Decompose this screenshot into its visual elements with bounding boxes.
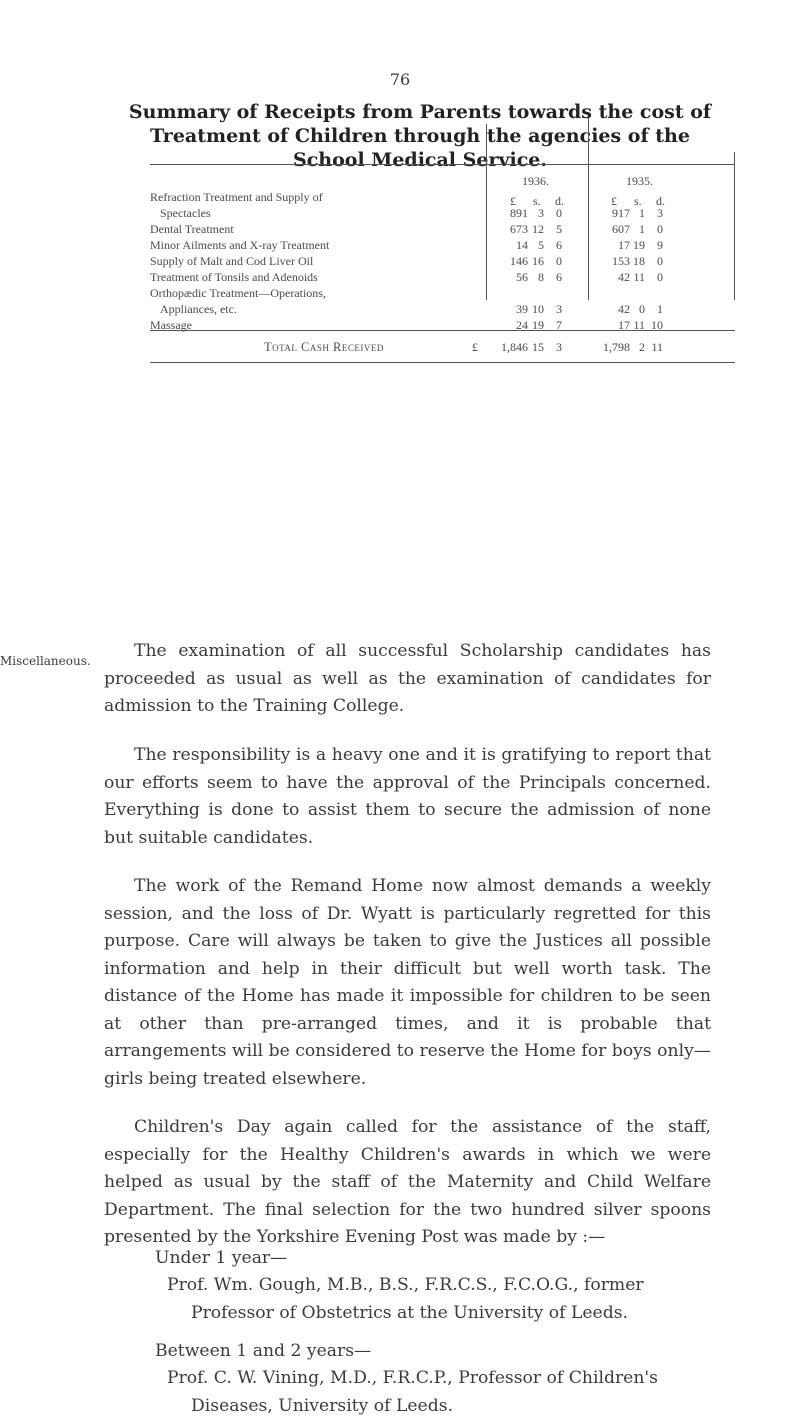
cell-1935: 11	[627, 318, 645, 333]
total-1936: 15	[526, 340, 544, 355]
row-label-orthopaedic: Orthopædic Treatment—Operations,	[150, 286, 326, 301]
table-divider-3	[734, 152, 735, 300]
year-header-1935: 1935.	[626, 174, 653, 189]
award-category-2: Between 1 and 2 years—	[155, 1338, 371, 1366]
cell-1936: 3	[546, 302, 562, 317]
cell-1935: 153	[590, 254, 630, 269]
row-label-minor: Minor Ailments and X-ray Treatment	[150, 238, 329, 253]
cell-1936: 0	[546, 254, 562, 269]
cell-1936: 16	[526, 254, 544, 269]
award-category-1: Under 1 year—	[155, 1245, 287, 1273]
cell-1936: 673	[488, 222, 528, 237]
cell-1935: 0	[627, 302, 645, 317]
cell-1935: 917	[590, 206, 630, 221]
page-number: 76	[0, 70, 800, 89]
cell-1935: 0	[647, 254, 663, 269]
margin-note: Miscellaneous.	[0, 654, 91, 668]
cell-1935: 1	[627, 222, 645, 237]
row-label-refraction-cont: Spectacles	[160, 206, 211, 221]
total-currency: £	[472, 340, 478, 355]
cell-1936: 14	[488, 238, 528, 253]
award-judge-2	[167, 1365, 727, 1420]
row-label-tonsils: Treatment of Tonsils and Adenoids	[150, 270, 318, 285]
cell-1936: 146	[488, 254, 528, 269]
unit-pounds-1936: £	[510, 194, 516, 209]
cell-1935: 3	[647, 206, 663, 221]
total-1935: 11	[647, 340, 663, 355]
cell-1936: 39	[488, 302, 528, 317]
award-judge-2-line-2: Diseases, University of Leeds.	[167, 1393, 727, 1420]
table-rule-top	[150, 164, 735, 165]
cell-1936: 7	[546, 318, 562, 333]
cell-1935: 1	[627, 206, 645, 221]
cell-1936: 10	[526, 302, 544, 317]
unit-pence-1936: d.	[555, 194, 564, 209]
unit-shillings-1935: s.	[634, 194, 642, 209]
cell-1935: 0	[647, 270, 663, 285]
cell-1935: 9	[647, 238, 663, 253]
paragraph-1: The examination of all successful Scholarship candidates has proceeded as usual as well as the examination of candidates for admission to the Training College.	[104, 638, 711, 721]
cell-1936: 8	[526, 270, 544, 285]
paragraph-4: Children's Day again called for the assistance of the staff, especially for the Healthy Children's awards in which we were helped as usual by the staff of the Maternity and Child Welfare Department. The final selection for the two hundred silver spoons presented by the Yorkshire Evening Post was made by :—	[104, 1114, 711, 1252]
cell-1936: 891	[488, 206, 528, 221]
row-label-orthopaedic-cont: Appliances, etc.	[160, 302, 237, 317]
unit-pence-1935: d.	[656, 194, 665, 209]
cell-1935: 17	[590, 238, 630, 253]
cell-1936: 5	[546, 222, 562, 237]
total-1935: 2	[627, 340, 645, 355]
row-label-massage: Massage	[150, 318, 192, 333]
cell-1935: 1	[647, 302, 663, 317]
cell-1935: 42	[590, 270, 630, 285]
table-rule-bottom	[150, 362, 735, 363]
cell-1935: 18	[627, 254, 645, 269]
cell-1936: 6	[546, 270, 562, 285]
award-judge-1	[167, 1272, 727, 1327]
paragraph-3: The work of the Remand Home now almost demands a weekly session, and the loss of Dr. Wyatt is particularly regretted for this purpose. Care will always be taken to give the Justices all possible information and help in their difficult but well worth task. The distance of the Home has made it impossible for children to be seen at other than pre-arranged times, and it is probable that arrangements will be considered to reserve the Home for boys only—girls being treated elsewhere.	[104, 873, 711, 1093]
cell-1936: 12	[526, 222, 544, 237]
row-label-refraction: Refraction Treatment and Supply of	[150, 190, 323, 205]
cell-1935: 10	[647, 318, 663, 333]
award-judge-1-line-1: Prof. Wm. Gough, M.B., B.S., F.R.C.S., F.C.O.G., former	[167, 1275, 644, 1295]
cell-1936: 5	[526, 238, 544, 253]
title-line-1: Summary of Receipts from Parents towards the cost of	[90, 100, 750, 124]
total-label: Total Cash Received	[264, 340, 384, 355]
cell-1935: 42	[590, 302, 630, 317]
award-judge-2-line-1: Prof. C. W. Vining, M.D., F.R.C.P., Professor of Children's	[167, 1368, 658, 1388]
cell-1936: 0	[546, 206, 562, 221]
paragraph-2: The responsibility is a heavy one and it is gratifying to report that our efforts seem to have the approval of the Principals concerned. Everything is done to assist them to secure the admission of none but suitable candidates.	[104, 742, 711, 852]
unit-pounds-1935: £	[611, 194, 617, 209]
cell-1936: 6	[546, 238, 562, 253]
cell-1936: 19	[526, 318, 544, 333]
cell-1935: 607	[590, 222, 630, 237]
year-header-1936: 1936.	[522, 174, 549, 189]
title-line-3: School Medical Service.	[90, 148, 750, 172]
cell-1935: 17	[590, 318, 630, 333]
cell-1936: 24	[488, 318, 528, 333]
total-1935: 1,798	[590, 340, 630, 355]
receipts-table	[150, 124, 735, 346]
total-1936: 3	[546, 340, 562, 355]
title-line-2: Treatment of Children through the agencies of the	[90, 124, 750, 148]
total-1936: 1,846	[488, 340, 528, 355]
cell-1935: 0	[647, 222, 663, 237]
cell-1936: 56	[488, 270, 528, 285]
cell-1935: 19	[627, 238, 645, 253]
row-label-dental: Dental Treatment	[150, 222, 234, 237]
table-divider-1	[486, 124, 487, 300]
award-judge-1-line-2: Professor of Obstetrics at the University of Leeds.	[167, 1300, 727, 1328]
unit-shillings-1936: s.	[533, 194, 541, 209]
row-label-malt: Supply of Malt and Cod Liver Oil	[150, 254, 313, 269]
table-divider-2	[588, 118, 589, 300]
cell-1935: 11	[627, 270, 645, 285]
cell-1936: 3	[526, 206, 544, 221]
